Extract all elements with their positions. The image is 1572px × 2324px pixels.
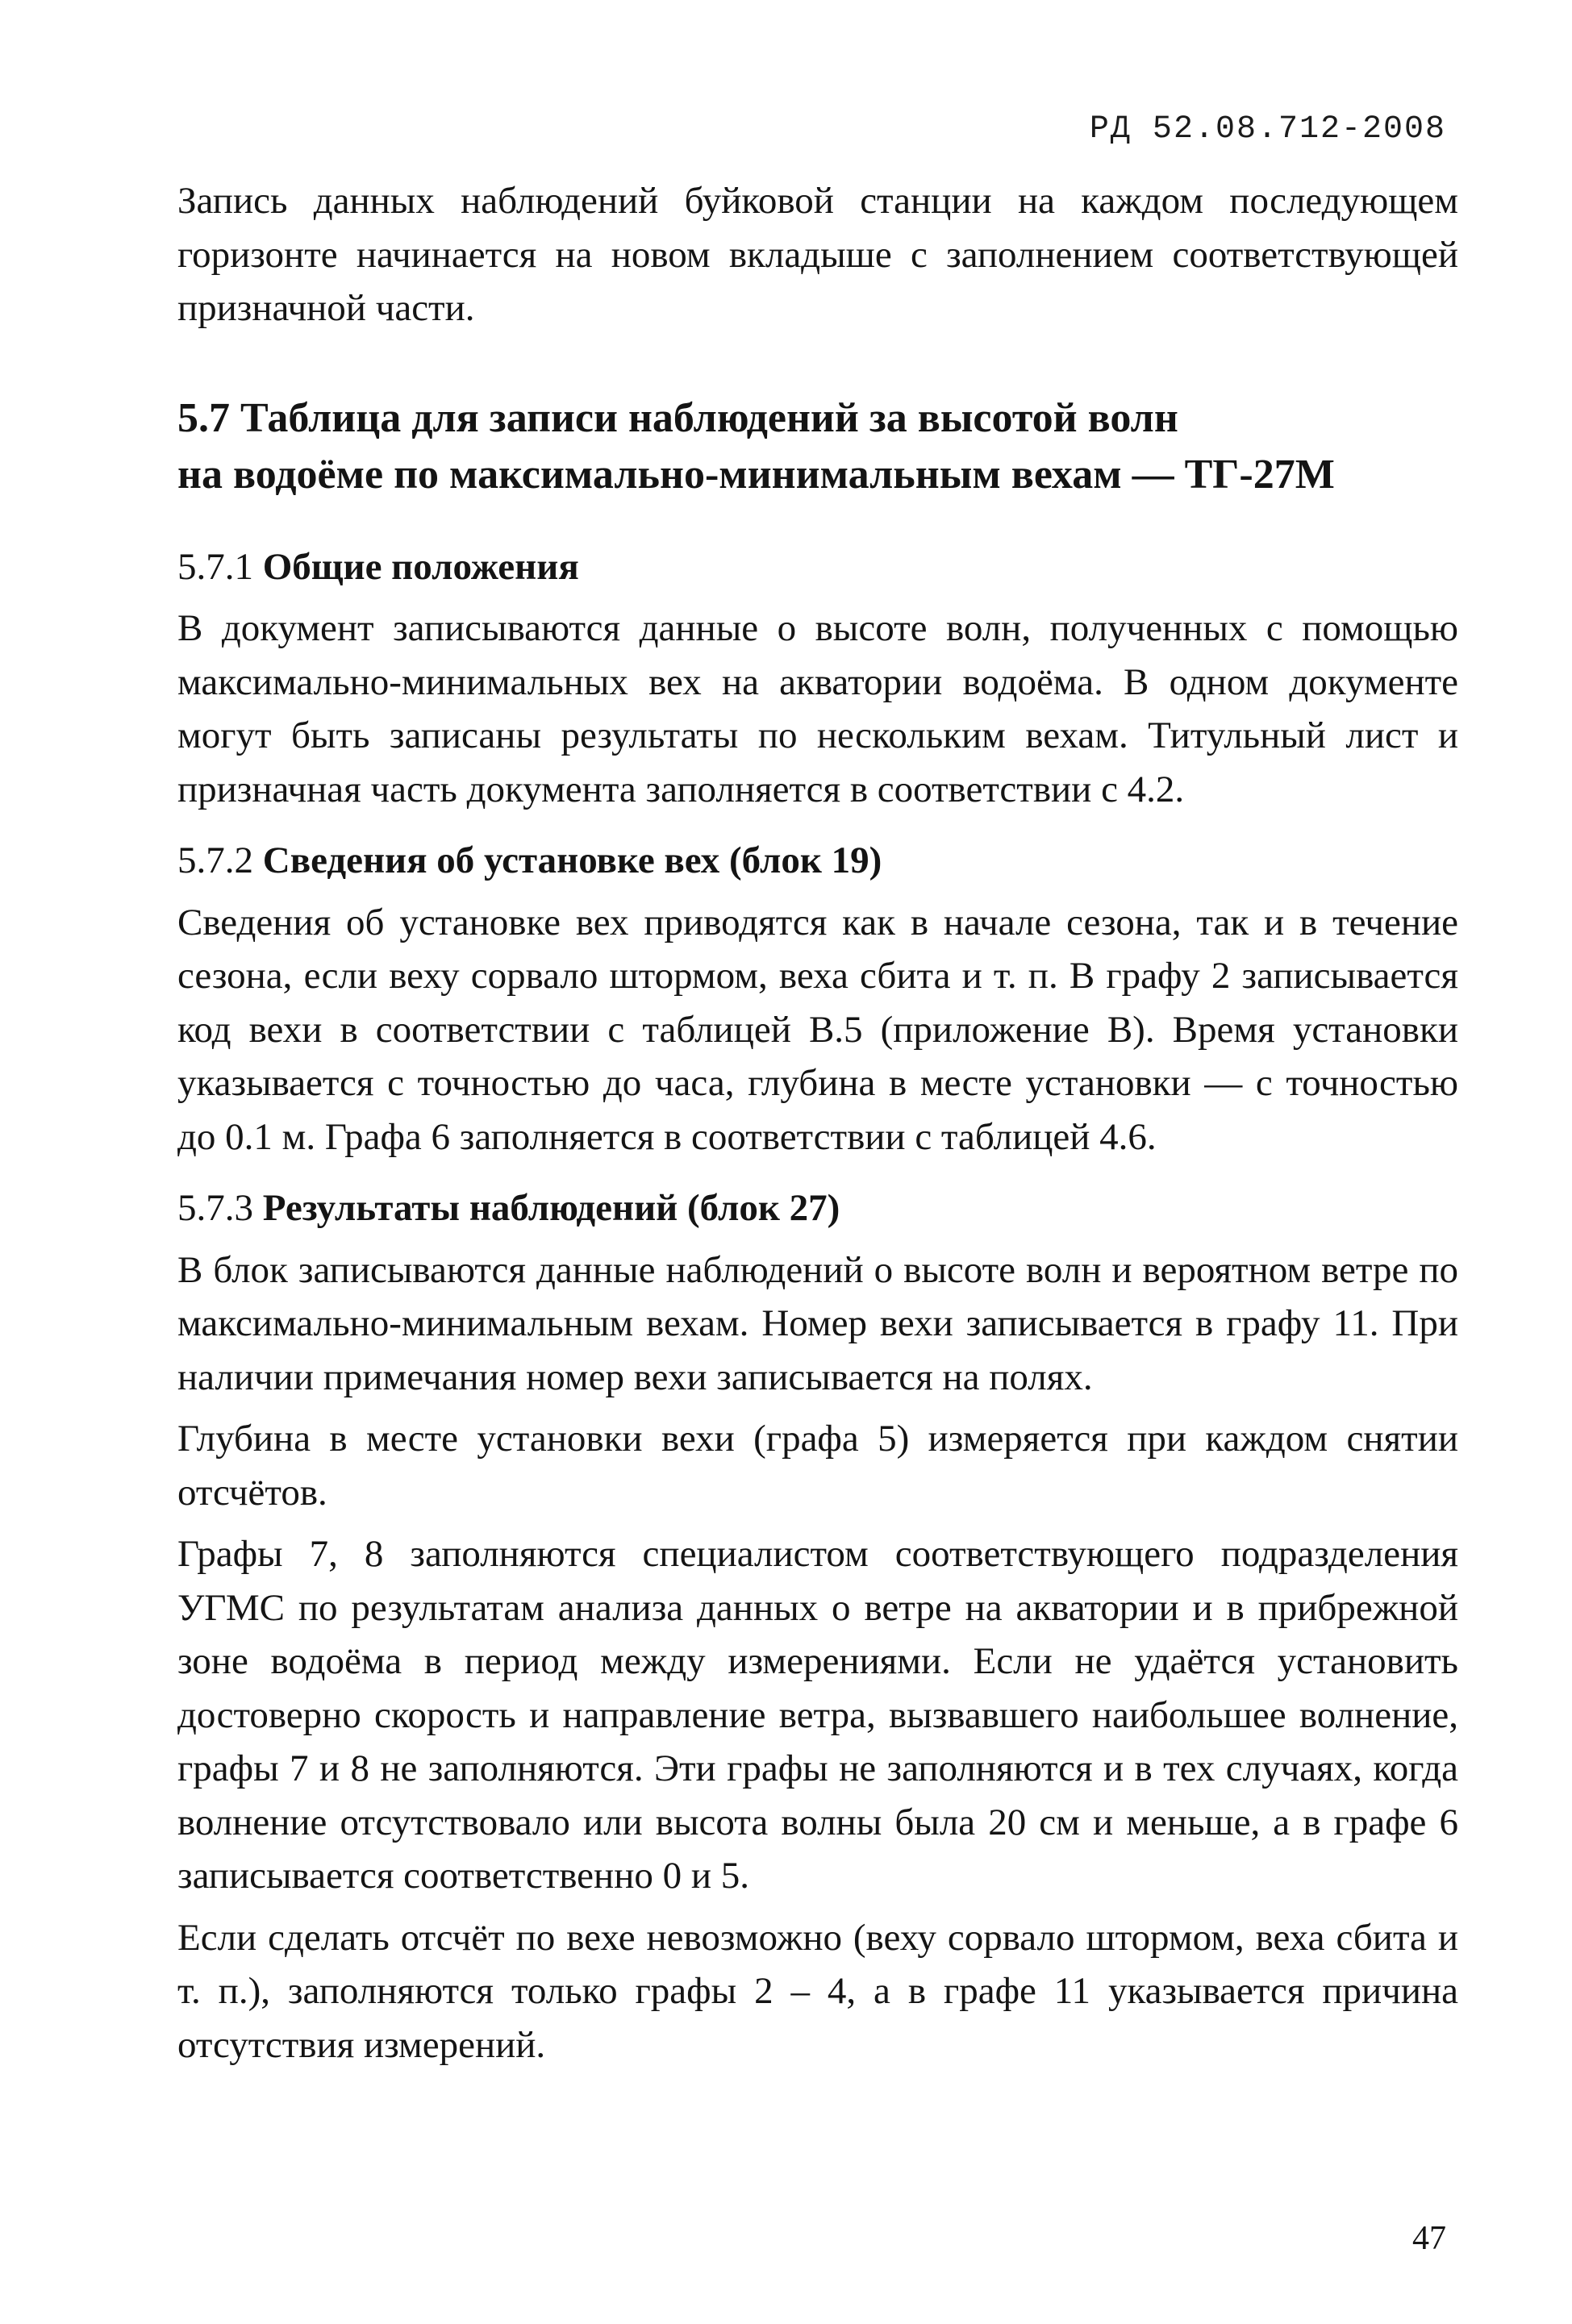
subsection-title: Общие положения [262,545,579,588]
page-content [177,174,1458,2072]
section-heading-line-2: на водоёме по максимально-минимальным вехам — ТГ-27М [177,451,1335,498]
subsection-number: 5.7.3 [177,1187,253,1229]
subsection-number: 5.7.2 [177,839,253,881]
paragraph-results-4: Если сделать отсчёт по вехе невозможно (веху сорвало штормом, веха сбита и т. п.), заполняются только графы 2 – 4, а в графе 11 указывается причина отсутствия измерений. [177,1916,1458,2066]
subsection-heading-5-7-3 [177,1181,1458,1235]
section-heading-line-1: 5.7 Таблица для записи наблюдений за высотой волн [177,394,1178,441]
spacer [177,1519,1458,1527]
document-code: РД 52.08.712-2008 [1089,111,1446,148]
subsection-title: Сведения об установке вех (блок 19) [262,839,882,881]
paragraph-installation: Сведения об установке вех приводятся как в начале сезона, так и в течение сезона, если веху сорвало штормом, веха сбита и т. п. В графу 2 записывается код вехи в соответствии с таблицей В.5 (приложение В). Время установки указывается с точностью до часа, глубина в месте установки — с точностью до 0.1 м. Графа 6 заполняется в соответствии с таблицей 4.6. [177,901,1458,1158]
spacer [177,1903,1458,1911]
spacer [177,1404,1458,1412]
paragraph-results-2: Глубина в месте установки вехи (графа 5) измеряется при каждом снятии отсчётов. [177,1418,1458,1514]
page-number: 47 [1412,2220,1446,2257]
subsection-number: 5.7.1 [177,545,253,588]
subsection-title: Результаты наблюдений (блок 27) [262,1187,840,1229]
subsection-heading-5-7-1 [177,540,1458,594]
section-heading [177,390,1458,503]
paragraph-results-1: В блок записываются данные наблюдений о высоте волн и вероятном ветре по максимально-минимальным вехам. Номер вехи записывается в графу 11. При наличии примечания номер вехи записывается на полях. [177,1248,1458,1398]
subsection-heading-5-7-2 [177,834,1458,888]
paragraph-results-3: Графы 7, 8 заполняются специалистом соответствующего подразделения УГМС по результатам анализа данных о ветре на акватории и в прибрежной зоне водоёма в период между измерениями. Если не удаётся установить достоверно скорость и направление ветра, вызвавшего наибольшее волнение, графы 7 и 8 не заполняются. Эти графы не заполняются и в тех случаях, когда волнение отсутствовало или высота волны была 20 см и меньше, а в графе 6 записывается соответственно 0 и 5. [177,1533,1458,1897]
paragraph-general: В документ записываются данные о высоте волн, полученных с помощью максимально-минимальных вех на акватории водоёма. В одном документе могут быть записаны результаты по нескольким вехам. Титульный лист и призначная часть документа заполняется в соответствии с 4.2. [177,607,1458,810]
intro-paragraph: Запись данных наблюдений буйковой станции на каждом последующем горизонте начинается на новом вкладыше с заполнением соответствующей призначной части. [177,180,1458,329]
